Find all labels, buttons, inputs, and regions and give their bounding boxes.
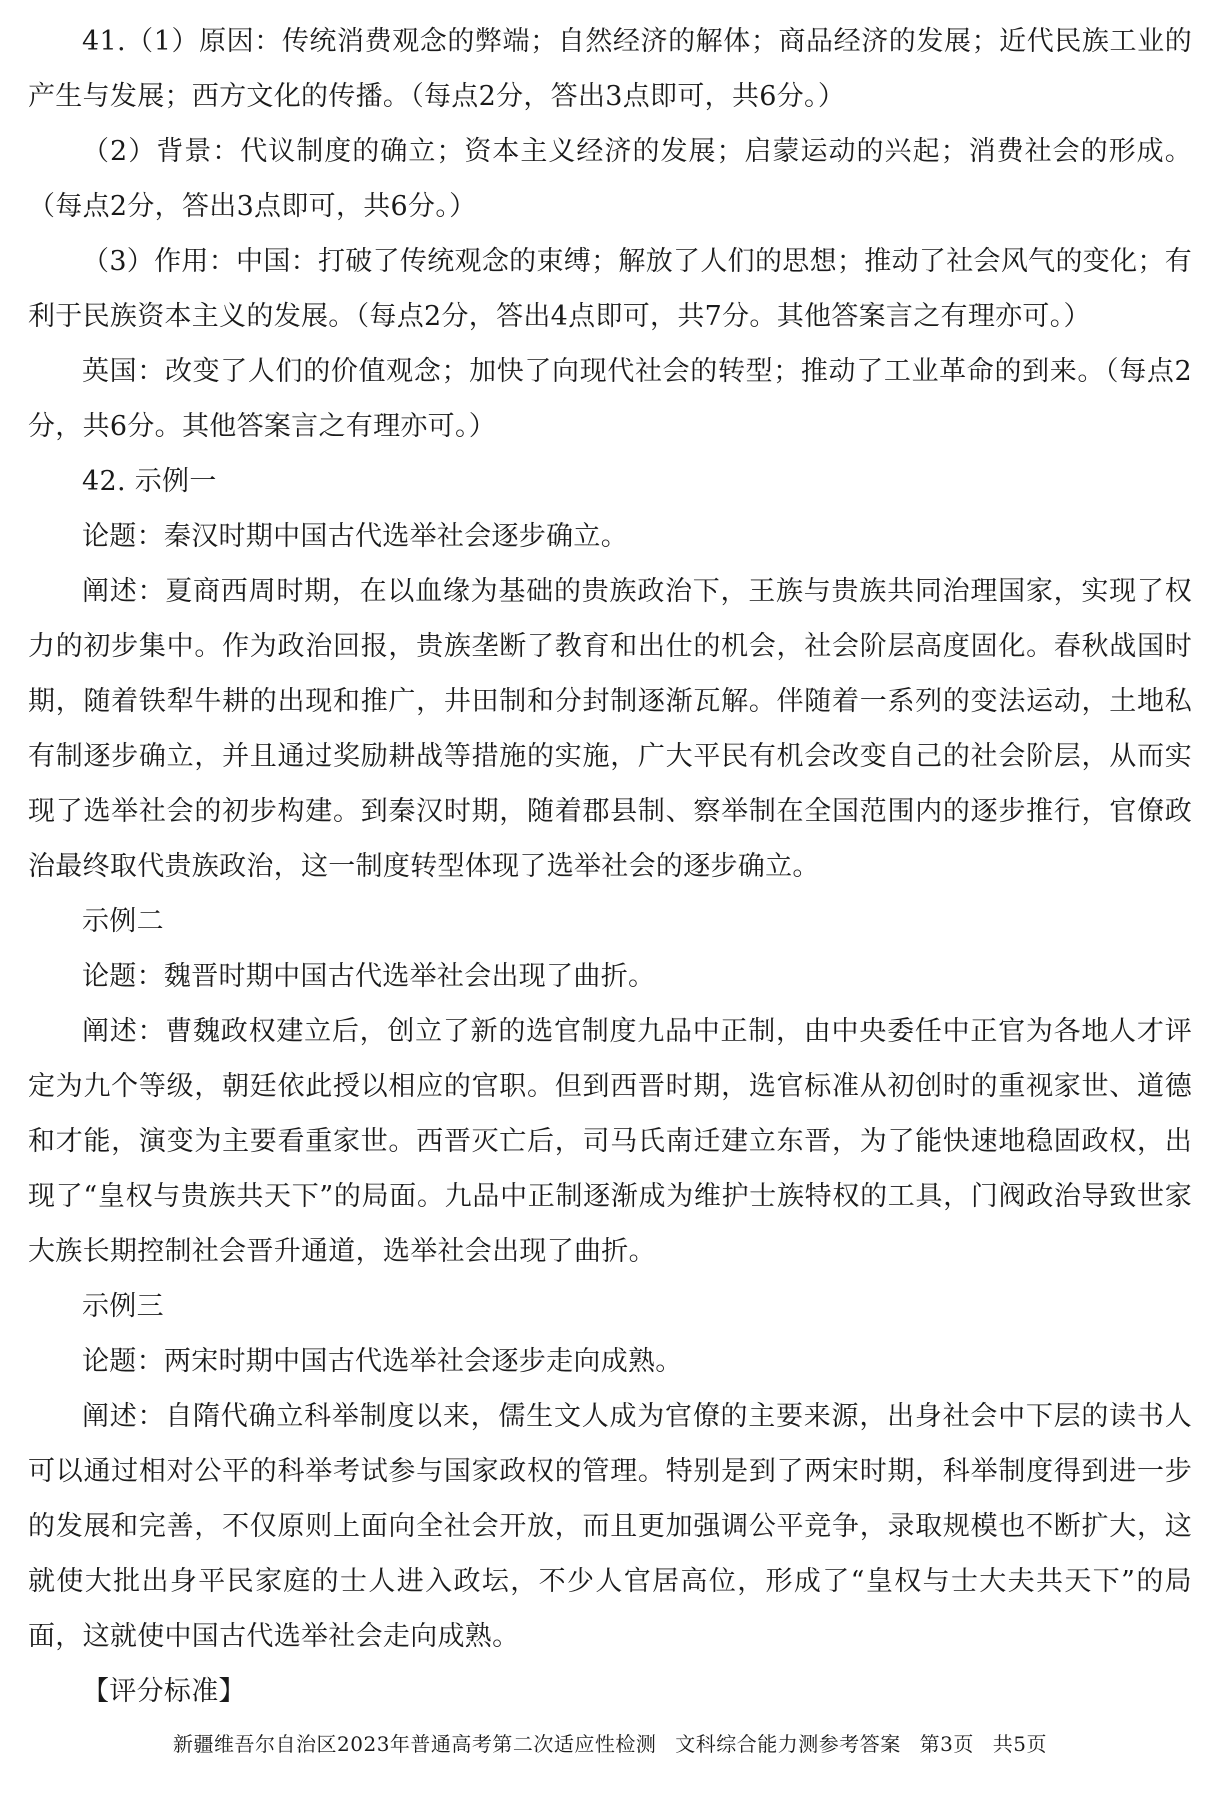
footer-total-pages: 共5页 xyxy=(992,1732,1047,1756)
example2-body: 阐述：曹魏政权建立后，创立了新的选官制度九品中正制，由中央委任中正官为各地人才评定为九个等级，朝廷依此授以相应的官职。但到西晋时期，选官标准从初创时的重视家世、道德和才能，演变为主要看重家世。西晋灭亡后，司马氏南迁建立东晋，为了能快速地稳固政权，出现了“皇权与贵族共天下”的局面。九品中正制逐渐成为维护士族特权的工具，门阀政治导致世家大族长期控制社会晋升通道，选举社会出现了曲折。 xyxy=(28,1016,1192,1267)
example1-body: 阐述：夏商西周时期，在以血缘为基础的贵族政治下，王族与贵族共同治理国家，实现了权力的初步集中。作为政治回报，贵族垄断了教育和出仕的机会，社会阶层高度固化。春秋战国时期，随着铁犁牛耕的出现和推广，井田制和分封制逐渐瓦解。伴随着一系列的变法运动，土地私有制逐步确立，并且通过奖励耕战等措施的实施，广大平民有机会改变自己的社会阶层，从而实现了选举社会的初步构建。到秦汉时期，随着郡县制、察举制在全国范围内的逐步推行，官僚政治最终取代贵族政治，这一制度转型体现了选举社会的逐步确立。 xyxy=(28,576,1192,882)
example3-topic: 论题：两宋时期中国古代选举社会逐步走向成熟。 xyxy=(82,1346,683,1377)
footer-subject: 文科综合能力测参考答案 xyxy=(675,1732,901,1756)
q41-part1: 41.（1）原因：传统消费观念的弊端；自然经济的解体；商品经济的发展；近代民族工业的产生与发展；西方文化的传播。（每点2分，答出3点即可，共6分。） xyxy=(28,26,1192,112)
page-footer xyxy=(0,1728,1220,1757)
example1-topic: 论题：秦汉时期中国古代选举社会逐步确立。 xyxy=(82,521,628,552)
example2-topic: 论题：魏晋时期中国古代选举社会出现了曲折。 xyxy=(82,961,656,992)
q41-part3: （3）作用：中国：打破了传统观念的束缚；解放了人们的思想；推动了社会风气的变化；有利于民族资本主义的发展。（每点2分，答出4点即可，共7分。其他答案言之有理亦可。） xyxy=(28,246,1192,332)
footer-page-number: 第3页 xyxy=(919,1732,974,1756)
q41-part3-britain: 英国：改变了人们的价值观念；加快了向现代社会的转型；推动了工业革命的到来。（每点2分，共6分。其他答案言之有理亦可。） xyxy=(28,356,1192,442)
q42-heading: 42. 示例一 xyxy=(82,466,217,497)
example3-label: 示例三 xyxy=(82,1291,164,1322)
scoring-criteria-label: 【评分标准】 xyxy=(82,1676,246,1707)
example2-label: 示例二 xyxy=(82,906,164,937)
q41-part2: （2）背景：代议制度的确立；资本主义经济的发展；启蒙运动的兴起；消费社会的形成。（每点2分，答出3点即可，共6分。） xyxy=(28,136,1192,222)
example3-body: 阐述：自隋代确立科举制度以来，儒生文人成为官僚的主要来源，出身社会中下层的读书人可以通过相对公平的科举考试参与国家政权的管理。特别是到了两宋时期，科举制度得到进一步的发展和完善，不仅原则上面向全社会开放，而且更加强调公平竞争，录取规模也不断扩大，这就使大批出身平民家庭的士人进入政坛，不少人官居高位，形成了“皇权与士大夫共天下”的局面，这就使中国古代选举社会走向成熟。 xyxy=(28,1401,1192,1652)
footer-exam-title: 新疆维吾尔自治区2023年普通高考第二次适应性检测 xyxy=(173,1732,657,1756)
